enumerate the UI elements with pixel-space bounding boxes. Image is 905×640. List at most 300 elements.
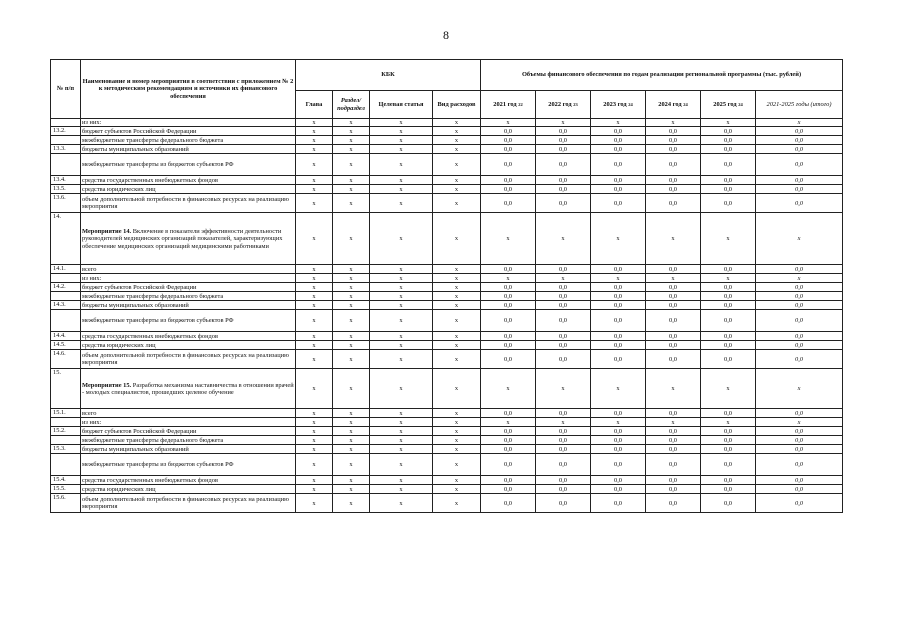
cell-year-value: 0,0 xyxy=(481,350,536,369)
table-row xyxy=(51,350,843,369)
row-name: всего xyxy=(81,265,296,274)
cell-target: x xyxy=(370,154,433,176)
table-row xyxy=(51,194,843,213)
cell-year-value: x xyxy=(591,274,646,283)
cell-razdel: x xyxy=(333,194,370,213)
cell-razdel: x xyxy=(333,145,370,154)
header-year-2022 xyxy=(536,91,591,119)
cell-glava: x xyxy=(296,427,333,436)
cell-year-value: x xyxy=(701,213,756,265)
cell-target: x xyxy=(370,127,433,136)
cell-total: 0,0 xyxy=(756,136,843,145)
footnote-mark: 24 xyxy=(628,101,633,107)
year-label: 2025 год xyxy=(713,100,737,108)
cell-vid: x xyxy=(433,154,481,176)
cell-vid: x xyxy=(433,274,481,283)
cell-year-value: 0,0 xyxy=(536,409,591,418)
cell-target: x xyxy=(370,332,433,341)
cell-razdel: x xyxy=(333,418,370,427)
cell-glava: x xyxy=(296,301,333,310)
year-label: 2021 год xyxy=(493,100,517,108)
footnote-mark: 24 xyxy=(738,101,743,107)
cell-year-value: 0,0 xyxy=(591,409,646,418)
cell-razdel: x xyxy=(333,283,370,292)
cell-target: x xyxy=(370,476,433,485)
cell-year-value: x xyxy=(591,119,646,127)
cell-year-value: 0,0 xyxy=(591,427,646,436)
cell-year-value: x xyxy=(481,369,536,409)
cell-target: x xyxy=(370,274,433,283)
cell-year-value: 0,0 xyxy=(481,494,536,513)
cell-glava: x xyxy=(296,154,333,176)
header-total: 2021-2025 годы (итого) xyxy=(756,91,843,119)
cell-vid: x xyxy=(433,427,481,436)
cell-razdel: x xyxy=(333,176,370,185)
cell-vid: x xyxy=(433,418,481,427)
cell-year-value: 0,0 xyxy=(481,332,536,341)
cell-year-value: 0,0 xyxy=(701,265,756,274)
cell-year-value: x xyxy=(481,418,536,427)
cell-year-value: x xyxy=(536,119,591,127)
cell-year-value: 0,0 xyxy=(481,154,536,176)
cell-target: x xyxy=(370,194,433,213)
row-number: 14. xyxy=(51,213,81,265)
row-name xyxy=(81,369,296,409)
cell-razdel: x xyxy=(333,436,370,445)
cell-year-value: 0,0 xyxy=(481,341,536,350)
table-row xyxy=(51,176,843,185)
cell-glava: x xyxy=(296,194,333,213)
cell-year-value: 0,0 xyxy=(701,409,756,418)
row-number: 15.1. xyxy=(51,409,81,418)
cell-vid: x xyxy=(433,213,481,265)
row-name: средства юридических лиц xyxy=(81,341,296,350)
cell-total: 0,0 xyxy=(756,265,843,274)
cell-year-value: 0,0 xyxy=(591,485,646,494)
cell-year-value: 0,0 xyxy=(591,341,646,350)
cell-total: 0,0 xyxy=(756,185,843,194)
row-number: 14.4. xyxy=(51,332,81,341)
cell-total: 0,0 xyxy=(756,194,843,213)
cell-target: x xyxy=(370,445,433,454)
table-row xyxy=(51,485,843,494)
cell-year-value: 0,0 xyxy=(701,332,756,341)
cell-year-value: 0,0 xyxy=(536,176,591,185)
row-name xyxy=(81,213,296,265)
cell-year-value: 0,0 xyxy=(591,136,646,145)
cell-glava: x xyxy=(296,136,333,145)
cell-year-value: x xyxy=(646,213,701,265)
cell-year-value: 0,0 xyxy=(481,283,536,292)
cell-year-value: 0,0 xyxy=(536,194,591,213)
table-row xyxy=(51,445,843,454)
row-number: 15.6. xyxy=(51,494,81,513)
cell-target: x xyxy=(370,145,433,154)
footnote-mark: 22 xyxy=(518,101,523,107)
cell-total: 0,0 xyxy=(756,145,843,154)
table-row xyxy=(51,145,843,154)
cell-glava: x xyxy=(296,476,333,485)
cell-glava: x xyxy=(296,292,333,301)
cell-target: x xyxy=(370,213,433,265)
cell-year-value: 0,0 xyxy=(646,283,701,292)
row-name: средства юридических лиц xyxy=(81,185,296,194)
financing-table xyxy=(50,59,843,513)
cell-year-value: 0,0 xyxy=(701,283,756,292)
row-name: средства государственных внебюджетных фондов xyxy=(81,176,296,185)
cell-year-value: 0,0 xyxy=(591,436,646,445)
table-row xyxy=(51,436,843,445)
cell-total: 0,0 xyxy=(756,485,843,494)
cell-razdel: x xyxy=(333,301,370,310)
cell-year-value: 0,0 xyxy=(701,145,756,154)
header-year-2021 xyxy=(481,91,536,119)
header-year-2023 xyxy=(591,91,646,119)
row-number xyxy=(51,310,81,332)
cell-total: 0,0 xyxy=(756,154,843,176)
cell-year-value: 0,0 xyxy=(646,485,701,494)
cell-glava: x xyxy=(296,185,333,194)
cell-year-value: 0,0 xyxy=(591,185,646,194)
row-name: бюджеты муниципальных образований xyxy=(81,301,296,310)
cell-razdel: x xyxy=(333,332,370,341)
cell-year-value: x xyxy=(591,418,646,427)
cell-vid: x xyxy=(433,185,481,194)
cell-vid: x xyxy=(433,369,481,409)
cell-target: x xyxy=(370,185,433,194)
cell-target: x xyxy=(370,341,433,350)
cell-year-value: x xyxy=(536,369,591,409)
cell-year-value: 0,0 xyxy=(591,145,646,154)
cell-vid: x xyxy=(433,485,481,494)
cell-year-value: x xyxy=(646,274,701,283)
cell-razdel: x xyxy=(333,136,370,145)
cell-year-value: 0,0 xyxy=(701,136,756,145)
cell-year-value: 0,0 xyxy=(591,265,646,274)
cell-year-value: 0,0 xyxy=(536,350,591,369)
table-row xyxy=(51,301,843,310)
table-row xyxy=(51,292,843,301)
cell-year-value: 0,0 xyxy=(646,454,701,476)
cell-razdel: x xyxy=(333,409,370,418)
cell-year-value: 0,0 xyxy=(481,145,536,154)
row-number: 15.3. xyxy=(51,445,81,454)
cell-razdel: x xyxy=(333,485,370,494)
cell-vid: x xyxy=(433,409,481,418)
cell-target: x xyxy=(370,485,433,494)
cell-year-value: 0,0 xyxy=(536,292,591,301)
page-number: 8 xyxy=(443,28,449,42)
row-number xyxy=(51,436,81,445)
header-razdel: Раздел/ подраздел xyxy=(333,91,370,119)
cell-year-value: 0,0 xyxy=(536,185,591,194)
cell-year-value: 0,0 xyxy=(646,301,701,310)
cell-glava: x xyxy=(296,409,333,418)
cell-vid: x xyxy=(433,265,481,274)
cell-year-value: 0,0 xyxy=(591,476,646,485)
cell-total: 0,0 xyxy=(756,476,843,485)
cell-year-value: 0,0 xyxy=(591,292,646,301)
cell-year-value: x xyxy=(701,119,756,127)
cell-target: x xyxy=(370,454,433,476)
measure-title: Мероприятие 15. xyxy=(82,381,132,389)
row-number: 15. xyxy=(51,369,81,409)
cell-target: x xyxy=(370,409,433,418)
cell-razdel: x xyxy=(333,341,370,350)
cell-razdel: x xyxy=(333,310,370,332)
row-name: бюджет субъектов Российской Федерации xyxy=(81,127,296,136)
row-number xyxy=(51,274,81,283)
cell-target: x xyxy=(370,310,433,332)
row-name: межбюджетные трансферты из бюджетов субъектов РФ xyxy=(81,310,296,332)
cell-vid: x xyxy=(433,292,481,301)
cell-total: 0,0 xyxy=(756,436,843,445)
cell-razdel: x xyxy=(333,494,370,513)
header-glava: Глава xyxy=(296,91,333,119)
cell-year-value: x xyxy=(536,418,591,427)
cell-total: 0,0 xyxy=(756,350,843,369)
row-number: 13.2. xyxy=(51,127,81,136)
cell-year-value: 0,0 xyxy=(536,301,591,310)
cell-year-value: 0,0 xyxy=(646,409,701,418)
header-year-2024 xyxy=(646,91,701,119)
row-number: 13.4. xyxy=(51,176,81,185)
cell-glava: x xyxy=(296,341,333,350)
cell-vid: x xyxy=(433,283,481,292)
cell-total: 0,0 xyxy=(756,127,843,136)
cell-year-value: 0,0 xyxy=(646,341,701,350)
cell-year-value: x xyxy=(646,418,701,427)
cell-glava: x xyxy=(296,350,333,369)
cell-razdel: x xyxy=(333,127,370,136)
cell-vid: x xyxy=(433,454,481,476)
cell-year-value: 0,0 xyxy=(536,145,591,154)
cell-vid: x xyxy=(433,436,481,445)
cell-year-value: 0,0 xyxy=(646,176,701,185)
cell-year-value: 0,0 xyxy=(701,154,756,176)
row-name: всего xyxy=(81,409,296,418)
cell-razdel: x xyxy=(333,265,370,274)
table-row xyxy=(51,476,843,485)
cell-total: 0,0 xyxy=(756,283,843,292)
row-number: 15.5. xyxy=(51,485,81,494)
cell-year-value: x xyxy=(646,119,701,127)
cell-total: 0,0 xyxy=(756,301,843,310)
cell-year-value: x xyxy=(536,274,591,283)
cell-razdel: x xyxy=(333,119,370,127)
cell-year-value: 0,0 xyxy=(591,154,646,176)
cell-target: x xyxy=(370,418,433,427)
table-row xyxy=(51,154,843,176)
cell-total: 0,0 xyxy=(756,445,843,454)
cell-year-value: 0,0 xyxy=(591,283,646,292)
row-name: бюджет субъектов Российской Федерации xyxy=(81,427,296,436)
cell-total: 0,0 xyxy=(756,176,843,185)
cell-target: x xyxy=(370,494,433,513)
footnote-mark: 23 xyxy=(573,101,578,107)
table-row xyxy=(51,119,843,127)
measure-title: Мероприятие 14. xyxy=(82,227,132,235)
row-name: межбюджетные трансферты федерального бюджета xyxy=(81,292,296,301)
cell-target: x xyxy=(370,436,433,445)
cell-vid: x xyxy=(433,310,481,332)
cell-vid: x xyxy=(433,127,481,136)
cell-year-value: 0,0 xyxy=(701,127,756,136)
cell-vid: x xyxy=(433,194,481,213)
cell-total: 0,0 xyxy=(756,427,843,436)
cell-target: x xyxy=(370,369,433,409)
cell-year-value: 0,0 xyxy=(646,145,701,154)
row-number xyxy=(51,292,81,301)
table-row xyxy=(51,454,843,476)
row-name: средства государственных внебюджетных фондов xyxy=(81,476,296,485)
row-name: бюджет субъектов Российской Федерации xyxy=(81,283,296,292)
cell-target: x xyxy=(370,427,433,436)
cell-year-value: 0,0 xyxy=(481,476,536,485)
cell-glava: x xyxy=(296,436,333,445)
cell-year-value: 0,0 xyxy=(646,445,701,454)
cell-year-value: 0,0 xyxy=(481,301,536,310)
row-number xyxy=(51,154,81,176)
year-label: 2023 год xyxy=(603,100,627,108)
cell-year-value: 0,0 xyxy=(481,127,536,136)
row-number: 14.2. xyxy=(51,283,81,292)
cell-year-value: 0,0 xyxy=(591,127,646,136)
cell-year-value: 0,0 xyxy=(701,301,756,310)
cell-year-value: 0,0 xyxy=(701,436,756,445)
cell-year-value: 0,0 xyxy=(591,350,646,369)
cell-year-value: 0,0 xyxy=(481,194,536,213)
measure-description: Разработка механизма наставничества в отношении врачей - молодых специалистов, прошедших целевое обучение xyxy=(82,381,294,396)
cell-year-value: 0,0 xyxy=(536,445,591,454)
table-row xyxy=(51,341,843,350)
cell-razdel: x xyxy=(333,350,370,369)
cell-year-value: 0,0 xyxy=(481,292,536,301)
cell-year-value: 0,0 xyxy=(536,310,591,332)
cell-total: 0,0 xyxy=(756,409,843,418)
table-body xyxy=(51,119,843,513)
cell-year-value: x xyxy=(481,213,536,265)
row-number: 13.6. xyxy=(51,194,81,213)
cell-year-value: 0,0 xyxy=(701,350,756,369)
cell-razdel: x xyxy=(333,185,370,194)
cell-year-value: x xyxy=(481,274,536,283)
cell-year-value: 0,0 xyxy=(591,194,646,213)
cell-year-value: 0,0 xyxy=(646,265,701,274)
cell-vid: x xyxy=(433,145,481,154)
table-row xyxy=(51,213,843,265)
row-number xyxy=(51,119,81,127)
cell-vid: x xyxy=(433,332,481,341)
cell-vid: x xyxy=(433,494,481,513)
row-name: бюджеты муниципальных образований xyxy=(81,445,296,454)
cell-target: x xyxy=(370,119,433,127)
cell-year-value: 0,0 xyxy=(701,176,756,185)
cell-year-value: x xyxy=(536,213,591,265)
footnote-mark: 24 xyxy=(683,101,688,107)
cell-year-value: 0,0 xyxy=(646,292,701,301)
row-name: средства юридических лиц xyxy=(81,485,296,494)
cell-year-value: 0,0 xyxy=(701,185,756,194)
cell-glava: x xyxy=(296,494,333,513)
cell-year-value: 0,0 xyxy=(591,332,646,341)
cell-total: x xyxy=(756,369,843,409)
cell-total: x xyxy=(756,213,843,265)
cell-glava: x xyxy=(296,454,333,476)
cell-year-value: 0,0 xyxy=(536,341,591,350)
cell-razdel: x xyxy=(333,454,370,476)
table-row xyxy=(51,274,843,283)
row-name: межбюджетные трансферты из бюджетов субъектов РФ xyxy=(81,454,296,476)
cell-year-value: 0,0 xyxy=(646,427,701,436)
table-row xyxy=(51,494,843,513)
cell-glava: x xyxy=(296,445,333,454)
cell-vid: x xyxy=(433,136,481,145)
cell-year-value: 0,0 xyxy=(481,409,536,418)
cell-year-value: x xyxy=(591,213,646,265)
cell-year-value: 0,0 xyxy=(701,292,756,301)
cell-vid: x xyxy=(433,476,481,485)
cell-year-value: 0,0 xyxy=(701,494,756,513)
cell-total: 0,0 xyxy=(756,494,843,513)
cell-target: x xyxy=(370,292,433,301)
cell-vid: x xyxy=(433,445,481,454)
cell-year-value: 0,0 xyxy=(646,194,701,213)
cell-total: 0,0 xyxy=(756,332,843,341)
cell-glava: x xyxy=(296,265,333,274)
row-name: объем дополнительной потребности в финансовых ресурсах на реализацию мероприятия xyxy=(81,194,296,213)
cell-year-value: x xyxy=(701,418,756,427)
cell-vid: x xyxy=(433,301,481,310)
table-row xyxy=(51,418,843,427)
cell-year-value: x xyxy=(701,274,756,283)
cell-total: x xyxy=(756,119,843,127)
cell-year-value: 0,0 xyxy=(701,341,756,350)
cell-glava: x xyxy=(296,283,333,292)
cell-year-value: 0,0 xyxy=(481,454,536,476)
row-number: 15.2. xyxy=(51,427,81,436)
cell-year-value: 0,0 xyxy=(591,445,646,454)
row-number xyxy=(51,418,81,427)
cell-year-value: 0,0 xyxy=(536,485,591,494)
row-name: бюджеты муниципальных образований xyxy=(81,145,296,154)
cell-razdel: x xyxy=(333,213,370,265)
cell-target: x xyxy=(370,265,433,274)
cell-glava: x xyxy=(296,176,333,185)
cell-year-value: 0,0 xyxy=(481,136,536,145)
table-row xyxy=(51,332,843,341)
table-row xyxy=(51,136,843,145)
cell-year-value: 0,0 xyxy=(536,436,591,445)
cell-glava: x xyxy=(296,418,333,427)
cell-year-value: 0,0 xyxy=(591,310,646,332)
row-name: межбюджетные трансферты федерального бюджета xyxy=(81,436,296,445)
cell-vid: x xyxy=(433,119,481,127)
header-num: № п/п xyxy=(51,60,81,119)
cell-target: x xyxy=(370,350,433,369)
cell-total: 0,0 xyxy=(756,454,843,476)
row-name: из них: xyxy=(81,418,296,427)
cell-razdel: x xyxy=(333,369,370,409)
cell-year-value: 0,0 xyxy=(536,283,591,292)
table-row xyxy=(51,185,843,194)
cell-year-value: 0,0 xyxy=(536,154,591,176)
cell-year-value: 0,0 xyxy=(481,427,536,436)
cell-year-value: x xyxy=(701,369,756,409)
header-kbk: КБК xyxy=(296,60,481,91)
row-number xyxy=(51,136,81,145)
cell-razdel: x xyxy=(333,154,370,176)
